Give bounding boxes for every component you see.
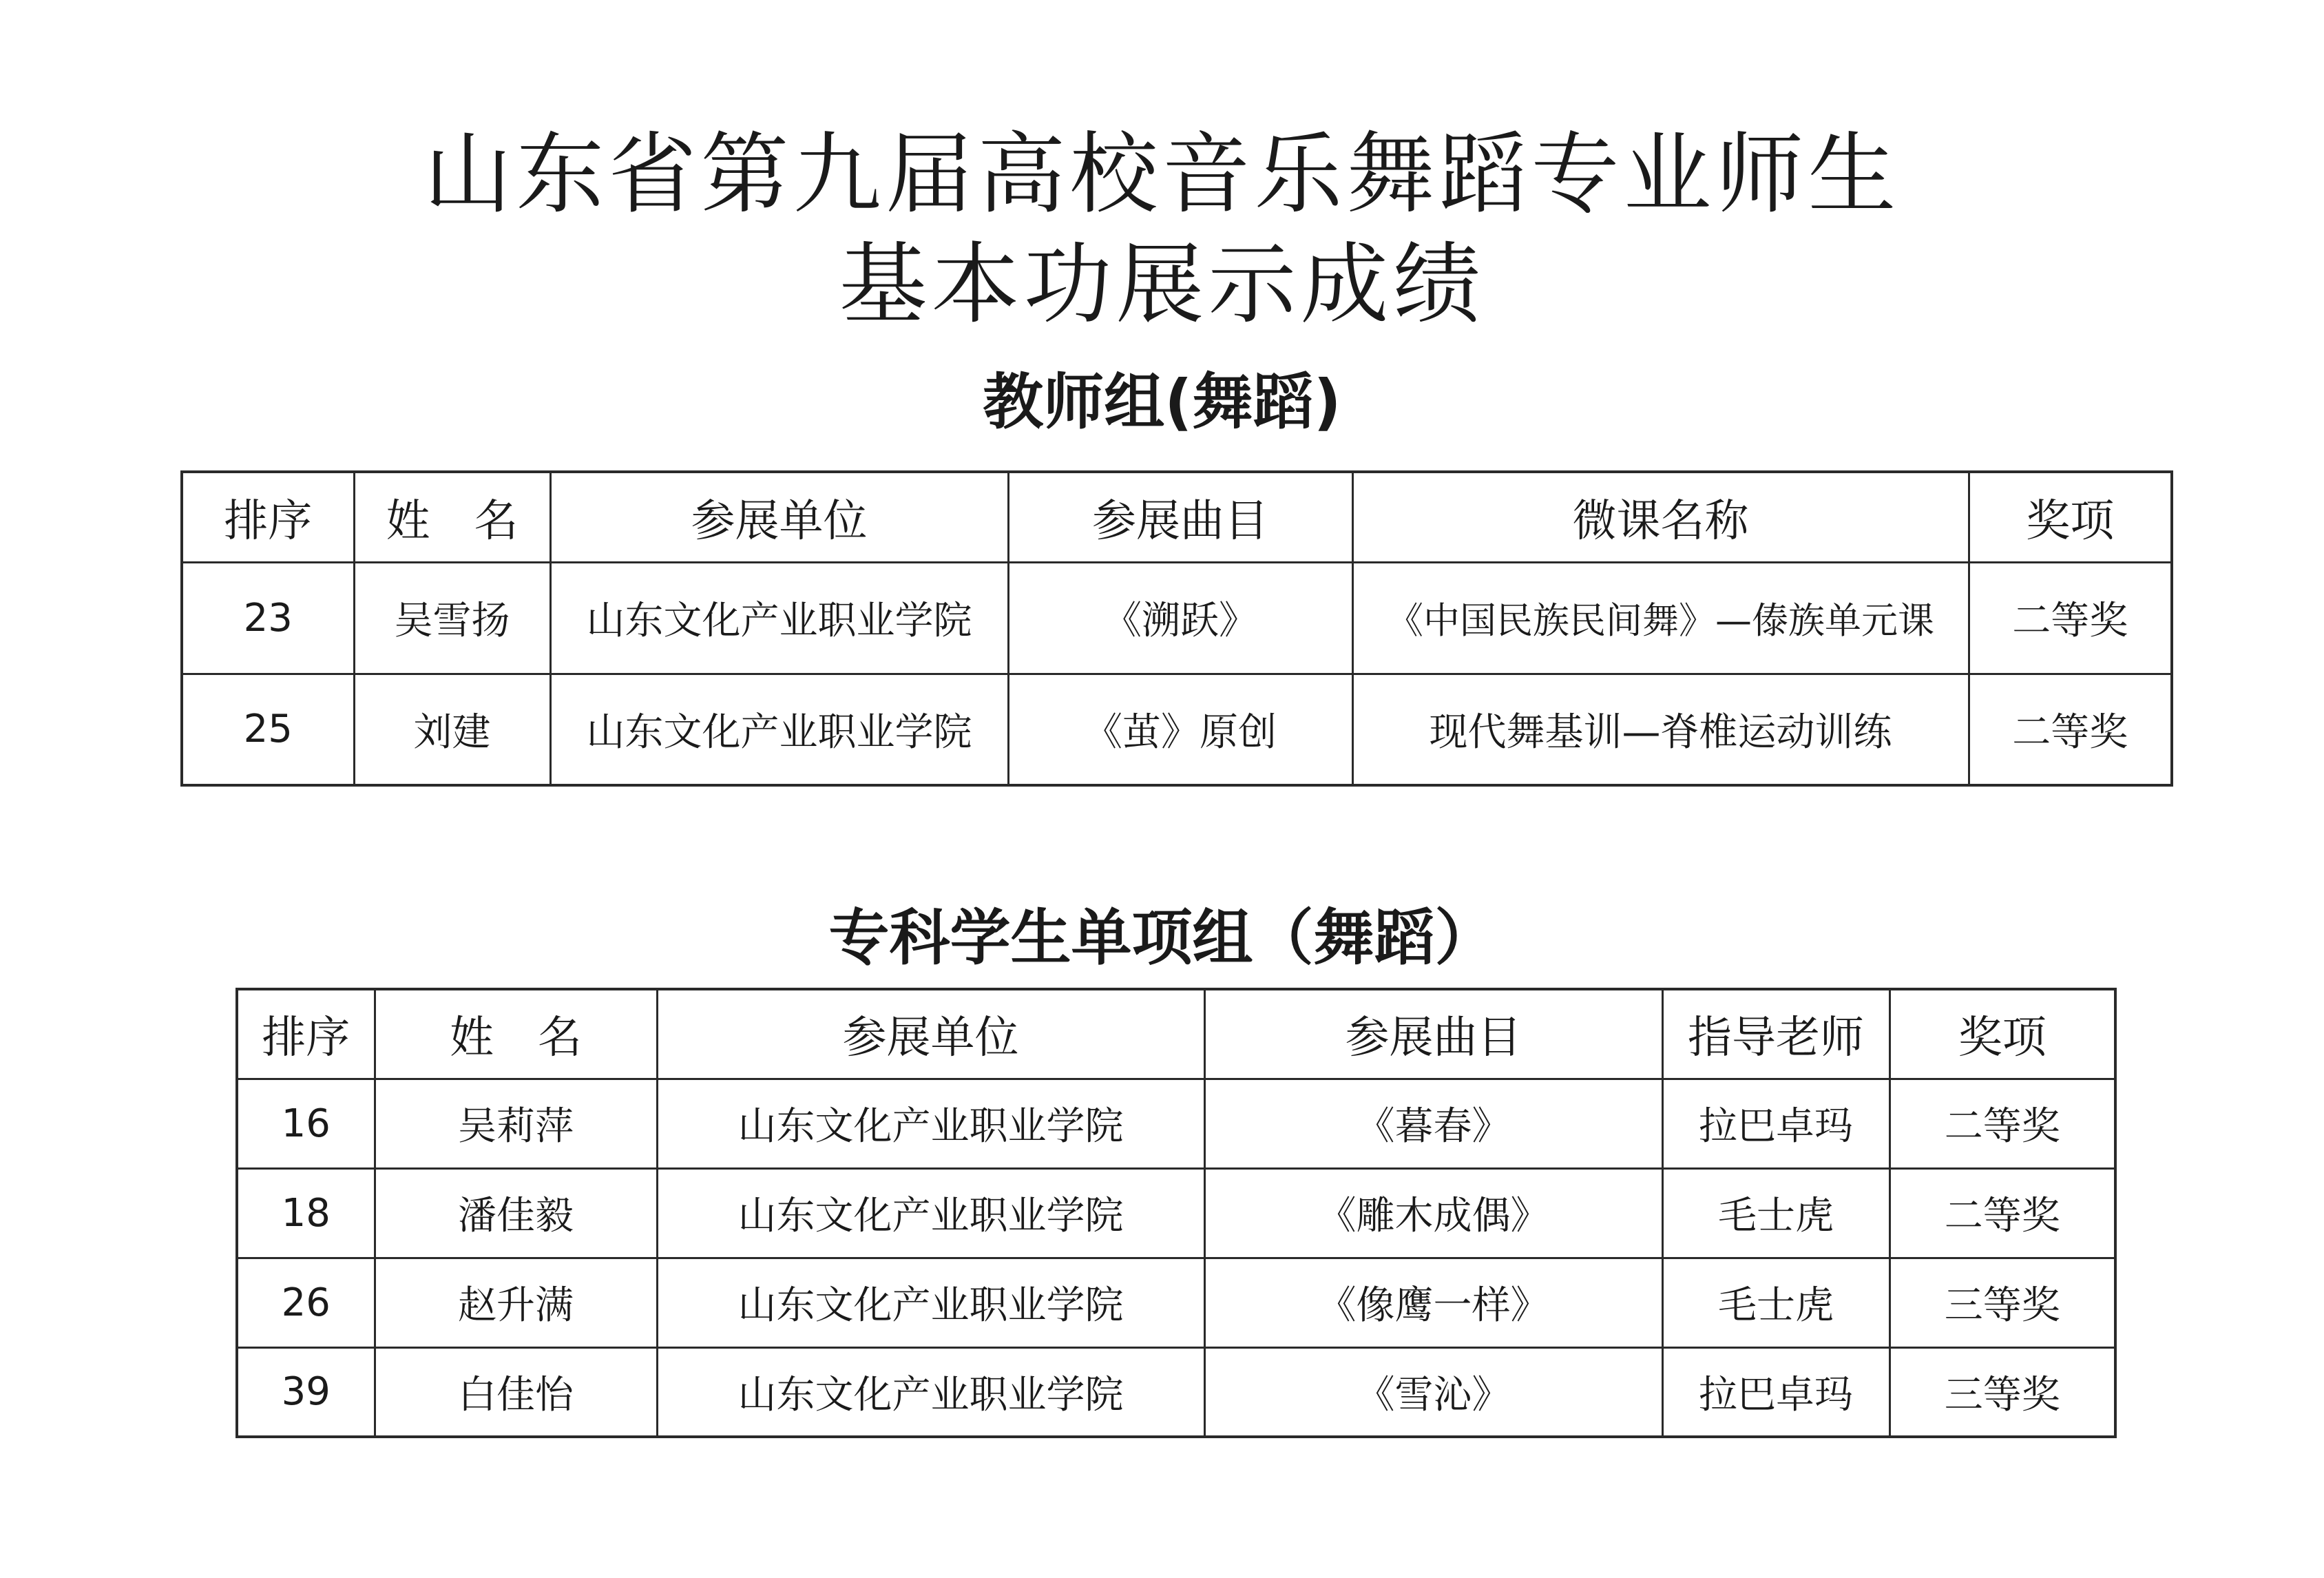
table-row <box>237 1258 2115 1347</box>
cell-name: 吴莉萍 <box>375 1079 657 1168</box>
header-piece: 参展曲目 <box>1204 989 1662 1079</box>
header-advisor: 指导老师 <box>1662 989 1889 1079</box>
cell-rank: 39 <box>237 1347 375 1437</box>
cell-award: 二等奖 <box>1969 562 2172 674</box>
cell-name: 吴雪扬 <box>354 562 550 674</box>
cell-piece: 《雪沁》 <box>1204 1347 1662 1437</box>
table-row <box>182 562 2172 674</box>
cell-advisor: 毛士虎 <box>1662 1258 1889 1347</box>
cell-unit: 山东文化产业职业学院 <box>550 674 1008 785</box>
cell-advisor: 毛士虎 <box>1662 1168 1889 1258</box>
cell-piece: 《溯跃》 <box>1008 562 1352 674</box>
table-header-row <box>182 472 2172 562</box>
cell-rank: 23 <box>182 562 354 674</box>
teacher-results-table <box>180 470 2173 787</box>
cell-piece: 《茧》原创 <box>1008 674 1352 785</box>
cell-award: 三等奖 <box>1889 1347 2115 1437</box>
student-section-title: 专科学生单项组（舞蹈） <box>828 902 1496 973</box>
student-results-table <box>235 988 2117 1438</box>
teacher-section-title: 教师组(舞蹈) <box>983 366 1341 437</box>
cell-piece: 《像鹰一样》 <box>1204 1258 1662 1347</box>
header-unit: 参展单位 <box>657 989 1204 1079</box>
cell-rank: 25 <box>182 674 354 785</box>
header-course: 微课名称 <box>1352 472 1969 562</box>
table-row <box>237 1168 2115 1258</box>
cell-course: 现代舞基训—脊椎运动训练 <box>1352 674 1969 785</box>
cell-unit: 山东文化产业职业学院 <box>657 1258 1204 1347</box>
cell-name: 潘佳毅 <box>375 1168 657 1258</box>
cell-piece: 《暮春》 <box>1204 1079 1662 1168</box>
cell-award: 二等奖 <box>1889 1168 2115 1258</box>
header-rank: 排序 <box>182 472 354 562</box>
header-name: 姓 名 <box>354 472 550 562</box>
header-award: 奖项 <box>1889 989 2115 1079</box>
cell-award: 三等奖 <box>1889 1258 2115 1347</box>
table-row <box>237 1347 2115 1437</box>
header-award: 奖项 <box>1969 472 2172 562</box>
header-rank: 排序 <box>237 989 375 1079</box>
header-piece: 参展曲目 <box>1008 472 1352 562</box>
header-name: 姓 名 <box>375 989 657 1079</box>
page-title-line-1: 山东省第九届高校音乐舞蹈专业师生 <box>423 123 1901 226</box>
table-row <box>182 674 2172 785</box>
cell-unit: 山东文化产业职业学院 <box>550 562 1008 674</box>
cell-unit: 山东文化产业职业学院 <box>657 1168 1204 1258</box>
cell-advisor: 拉巴卓玛 <box>1662 1347 1889 1437</box>
cell-rank: 18 <box>237 1168 375 1258</box>
cell-piece: 《雕木成偶》 <box>1204 1168 1662 1258</box>
cell-name: 赵升满 <box>375 1258 657 1347</box>
cell-award: 二等奖 <box>1889 1079 2115 1168</box>
cell-course: 《中国民族民间舞》—傣族单元课 <box>1352 562 1969 674</box>
cell-rank: 26 <box>237 1258 375 1347</box>
page-title-line-2: 基本功展示成绩 <box>839 233 1485 336</box>
cell-advisor: 拉巴卓玛 <box>1662 1079 1889 1168</box>
cell-unit: 山东文化产业职业学院 <box>657 1347 1204 1437</box>
cell-award: 二等奖 <box>1969 674 2172 785</box>
cell-name: 白佳怡 <box>375 1347 657 1437</box>
table-header-row <box>237 989 2115 1079</box>
header-unit: 参展单位 <box>550 472 1008 562</box>
cell-rank: 16 <box>237 1079 375 1168</box>
cell-unit: 山东文化产业职业学院 <box>657 1079 1204 1168</box>
cell-name: 刘建 <box>354 674 550 785</box>
table-row <box>237 1079 2115 1168</box>
